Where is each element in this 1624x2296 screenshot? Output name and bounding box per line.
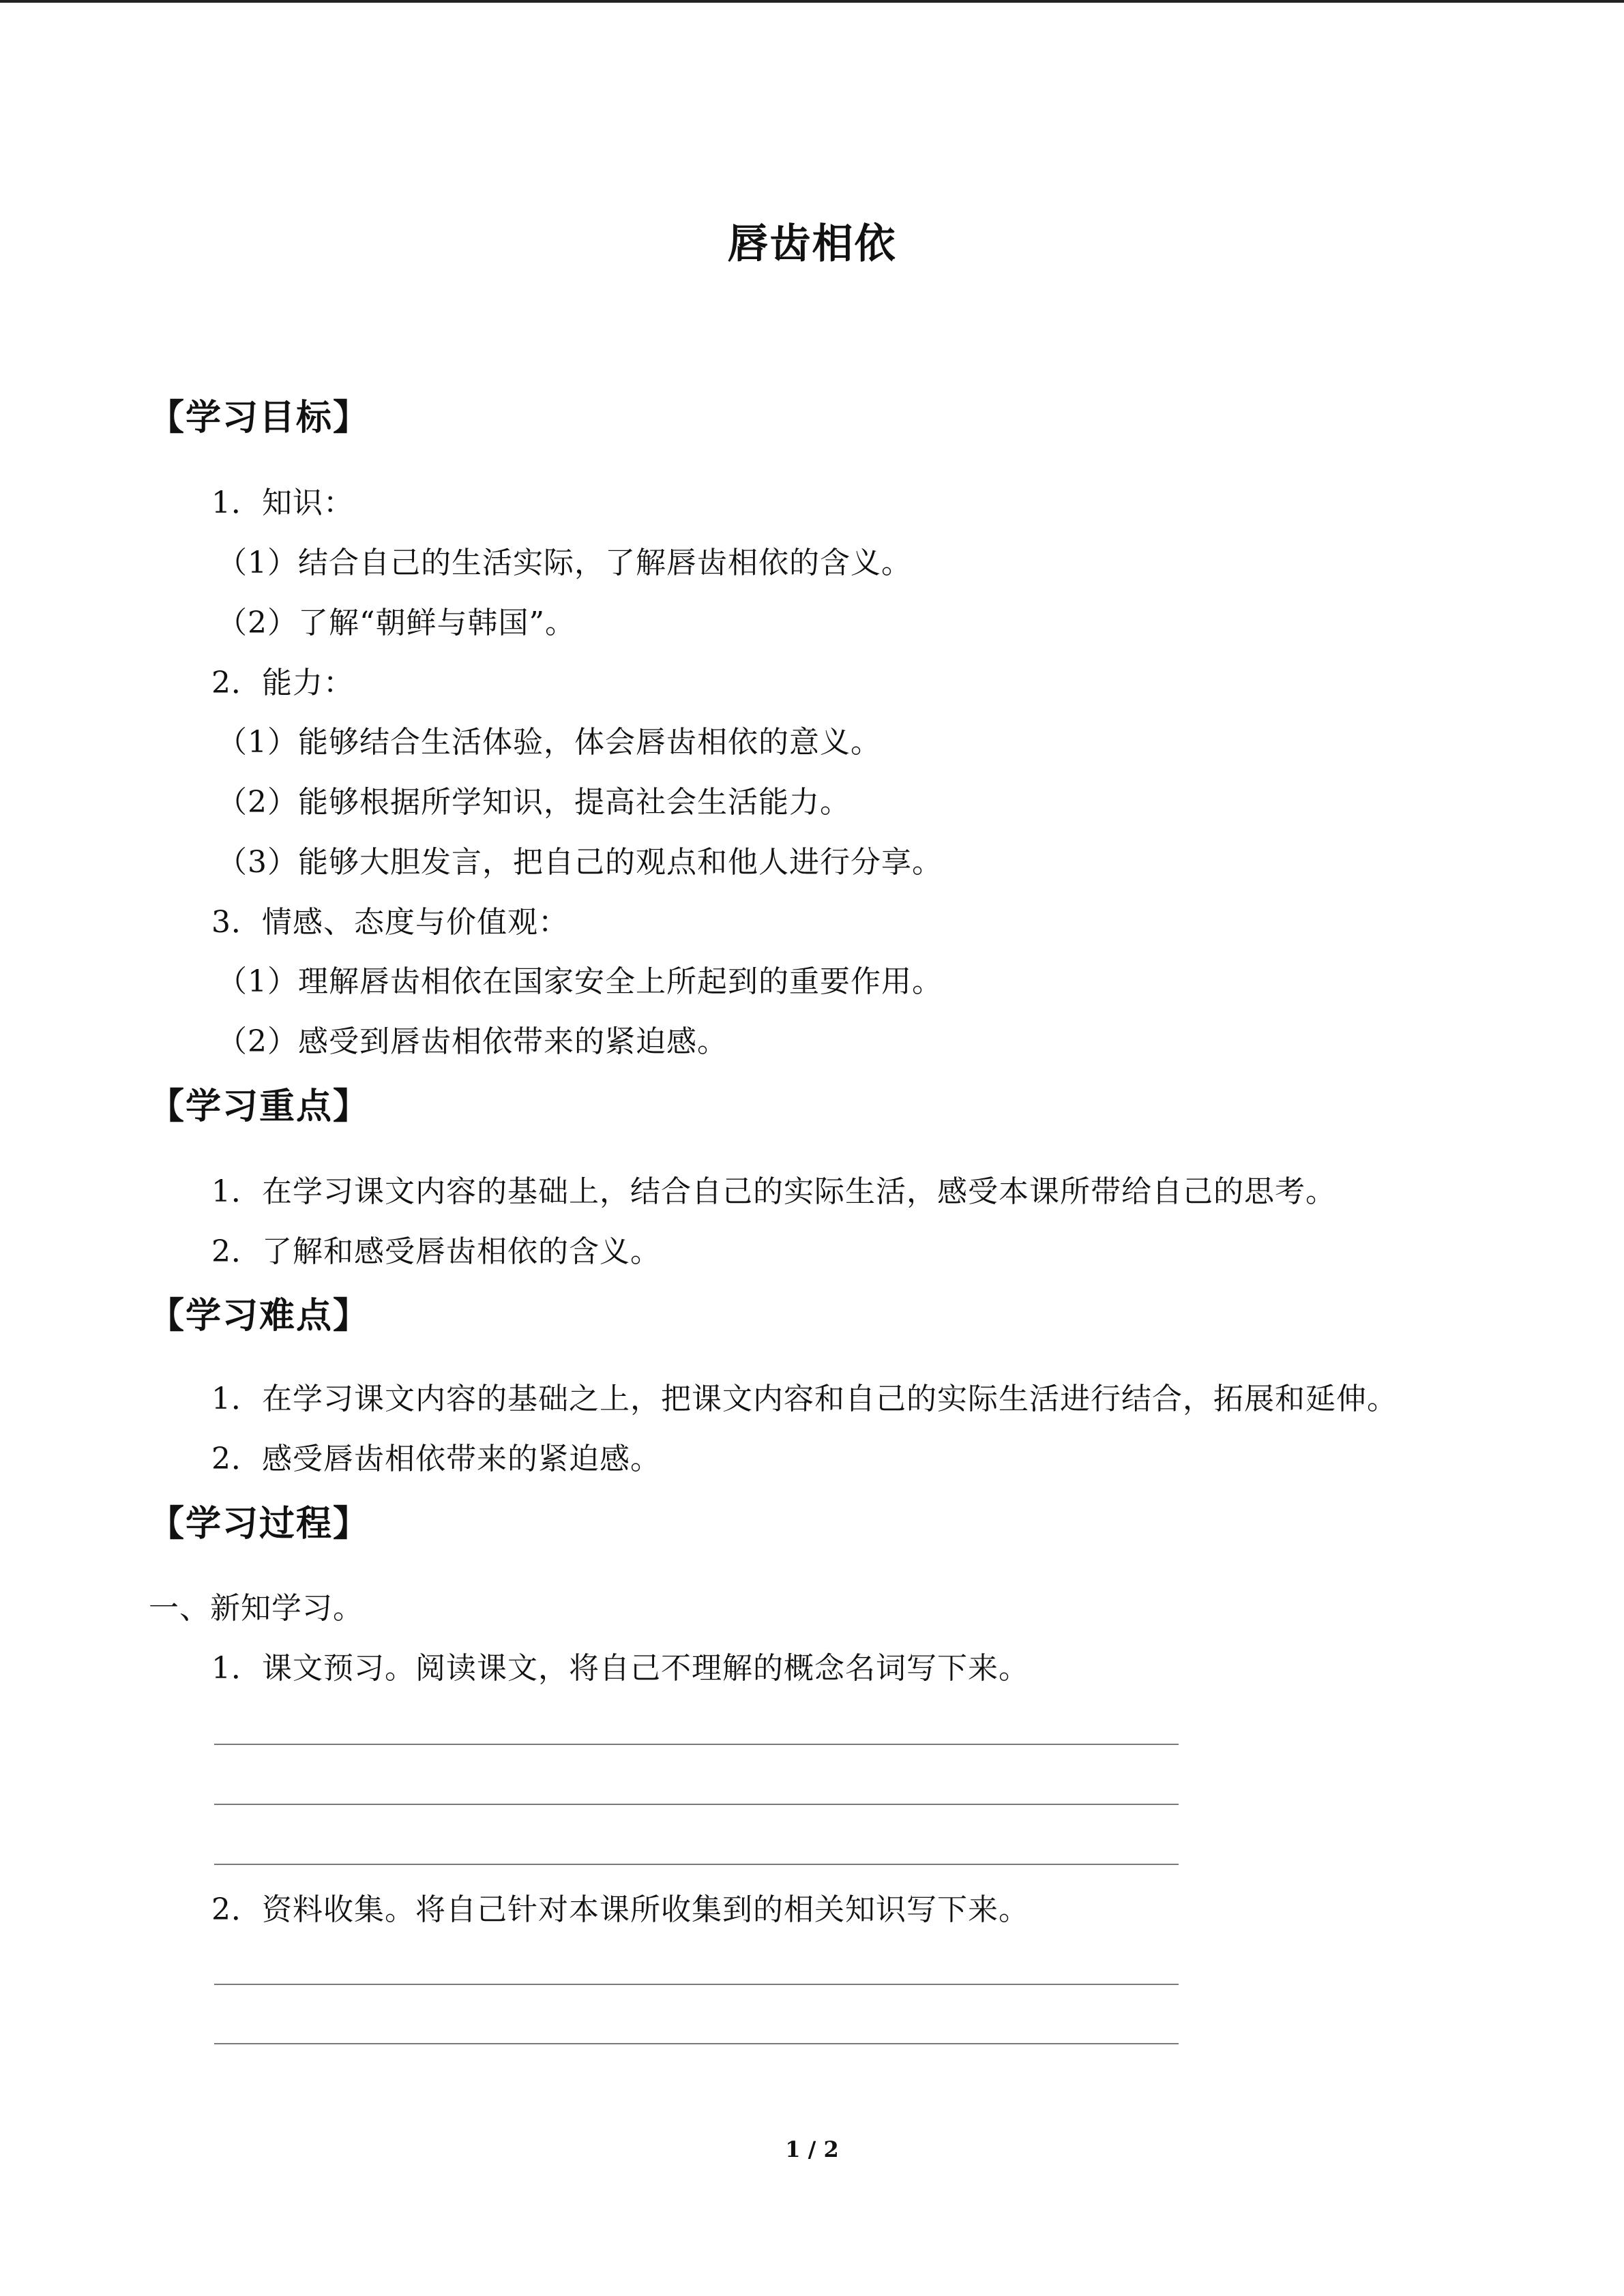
key-point-line: 2．了解和感受唇齿相依的含义。 (211, 1234, 661, 1269)
page-top-border (0, 0, 1624, 3)
objective-line: （1）结合自己的生活实际，了解唇齿相依的含义。 (217, 546, 912, 580)
objective-line: （3）能够大胆发言，把自己的观点和他人进行分享。 (217, 845, 943, 880)
answer-blank-line[interactable] (214, 1864, 1179, 1865)
objective-line: （2）了解“朝鲜与韩国”。 (217, 606, 576, 640)
difficulty-line: 2．感受唇齿相依带来的紧迫感。 (211, 1442, 661, 1476)
objective-line: （1）能够结合生活体验，体会唇齿相依的意义。 (217, 725, 881, 760)
section-heading-difficulties: 【学习难点】 (149, 1296, 370, 1337)
answer-blank-line[interactable] (214, 1984, 1179, 1985)
key-point-line: 1．在学习课文内容的基础上，结合自己的实际生活，感受本课所带给自己的思考。 (211, 1174, 1336, 1209)
section-heading-key-points: 【学习重点】 (149, 1086, 370, 1127)
objective-line: （1）理解唇齿相依在国家安全上所起到的重要作用。 (217, 964, 943, 999)
process-part-label: 一、新知学习。 (149, 1591, 364, 1626)
objective-line: （2）能够根据所学知识，提高社会生活能力。 (217, 785, 851, 820)
section-heading-objectives: 【学习目标】 (149, 398, 370, 438)
objective-line: （2）感受到唇齿相依带来的紧迫感。 (217, 1024, 728, 1059)
page-number: 1 / 2 (785, 2136, 839, 2162)
objective-line: 1．知识： (211, 486, 354, 520)
objective-line: 3．情感、态度与价值观： (211, 905, 569, 940)
answer-blank-line[interactable] (214, 2043, 1179, 2044)
difficulty-line: 1．在学习课文内容的基础之上，把课文内容和自己的实际生活进行结合，拓展和延伸。 (211, 1382, 1398, 1416)
process-task-line: 1．课文预习。阅读课文，将自己不理解的概念名词写下来。 (211, 1651, 1029, 1686)
process-task-line: 2．资料收集。将自己针对本课所收集到的相关知识写下来。 (211, 1892, 1029, 1927)
objective-line: 2．能力： (211, 666, 354, 700)
document-title: 唇齿相依 (727, 220, 897, 268)
answer-blank-line[interactable] (214, 1744, 1179, 1745)
answer-blank-line[interactable] (214, 1804, 1179, 1805)
section-heading-process: 【学习过程】 (149, 1504, 370, 1545)
